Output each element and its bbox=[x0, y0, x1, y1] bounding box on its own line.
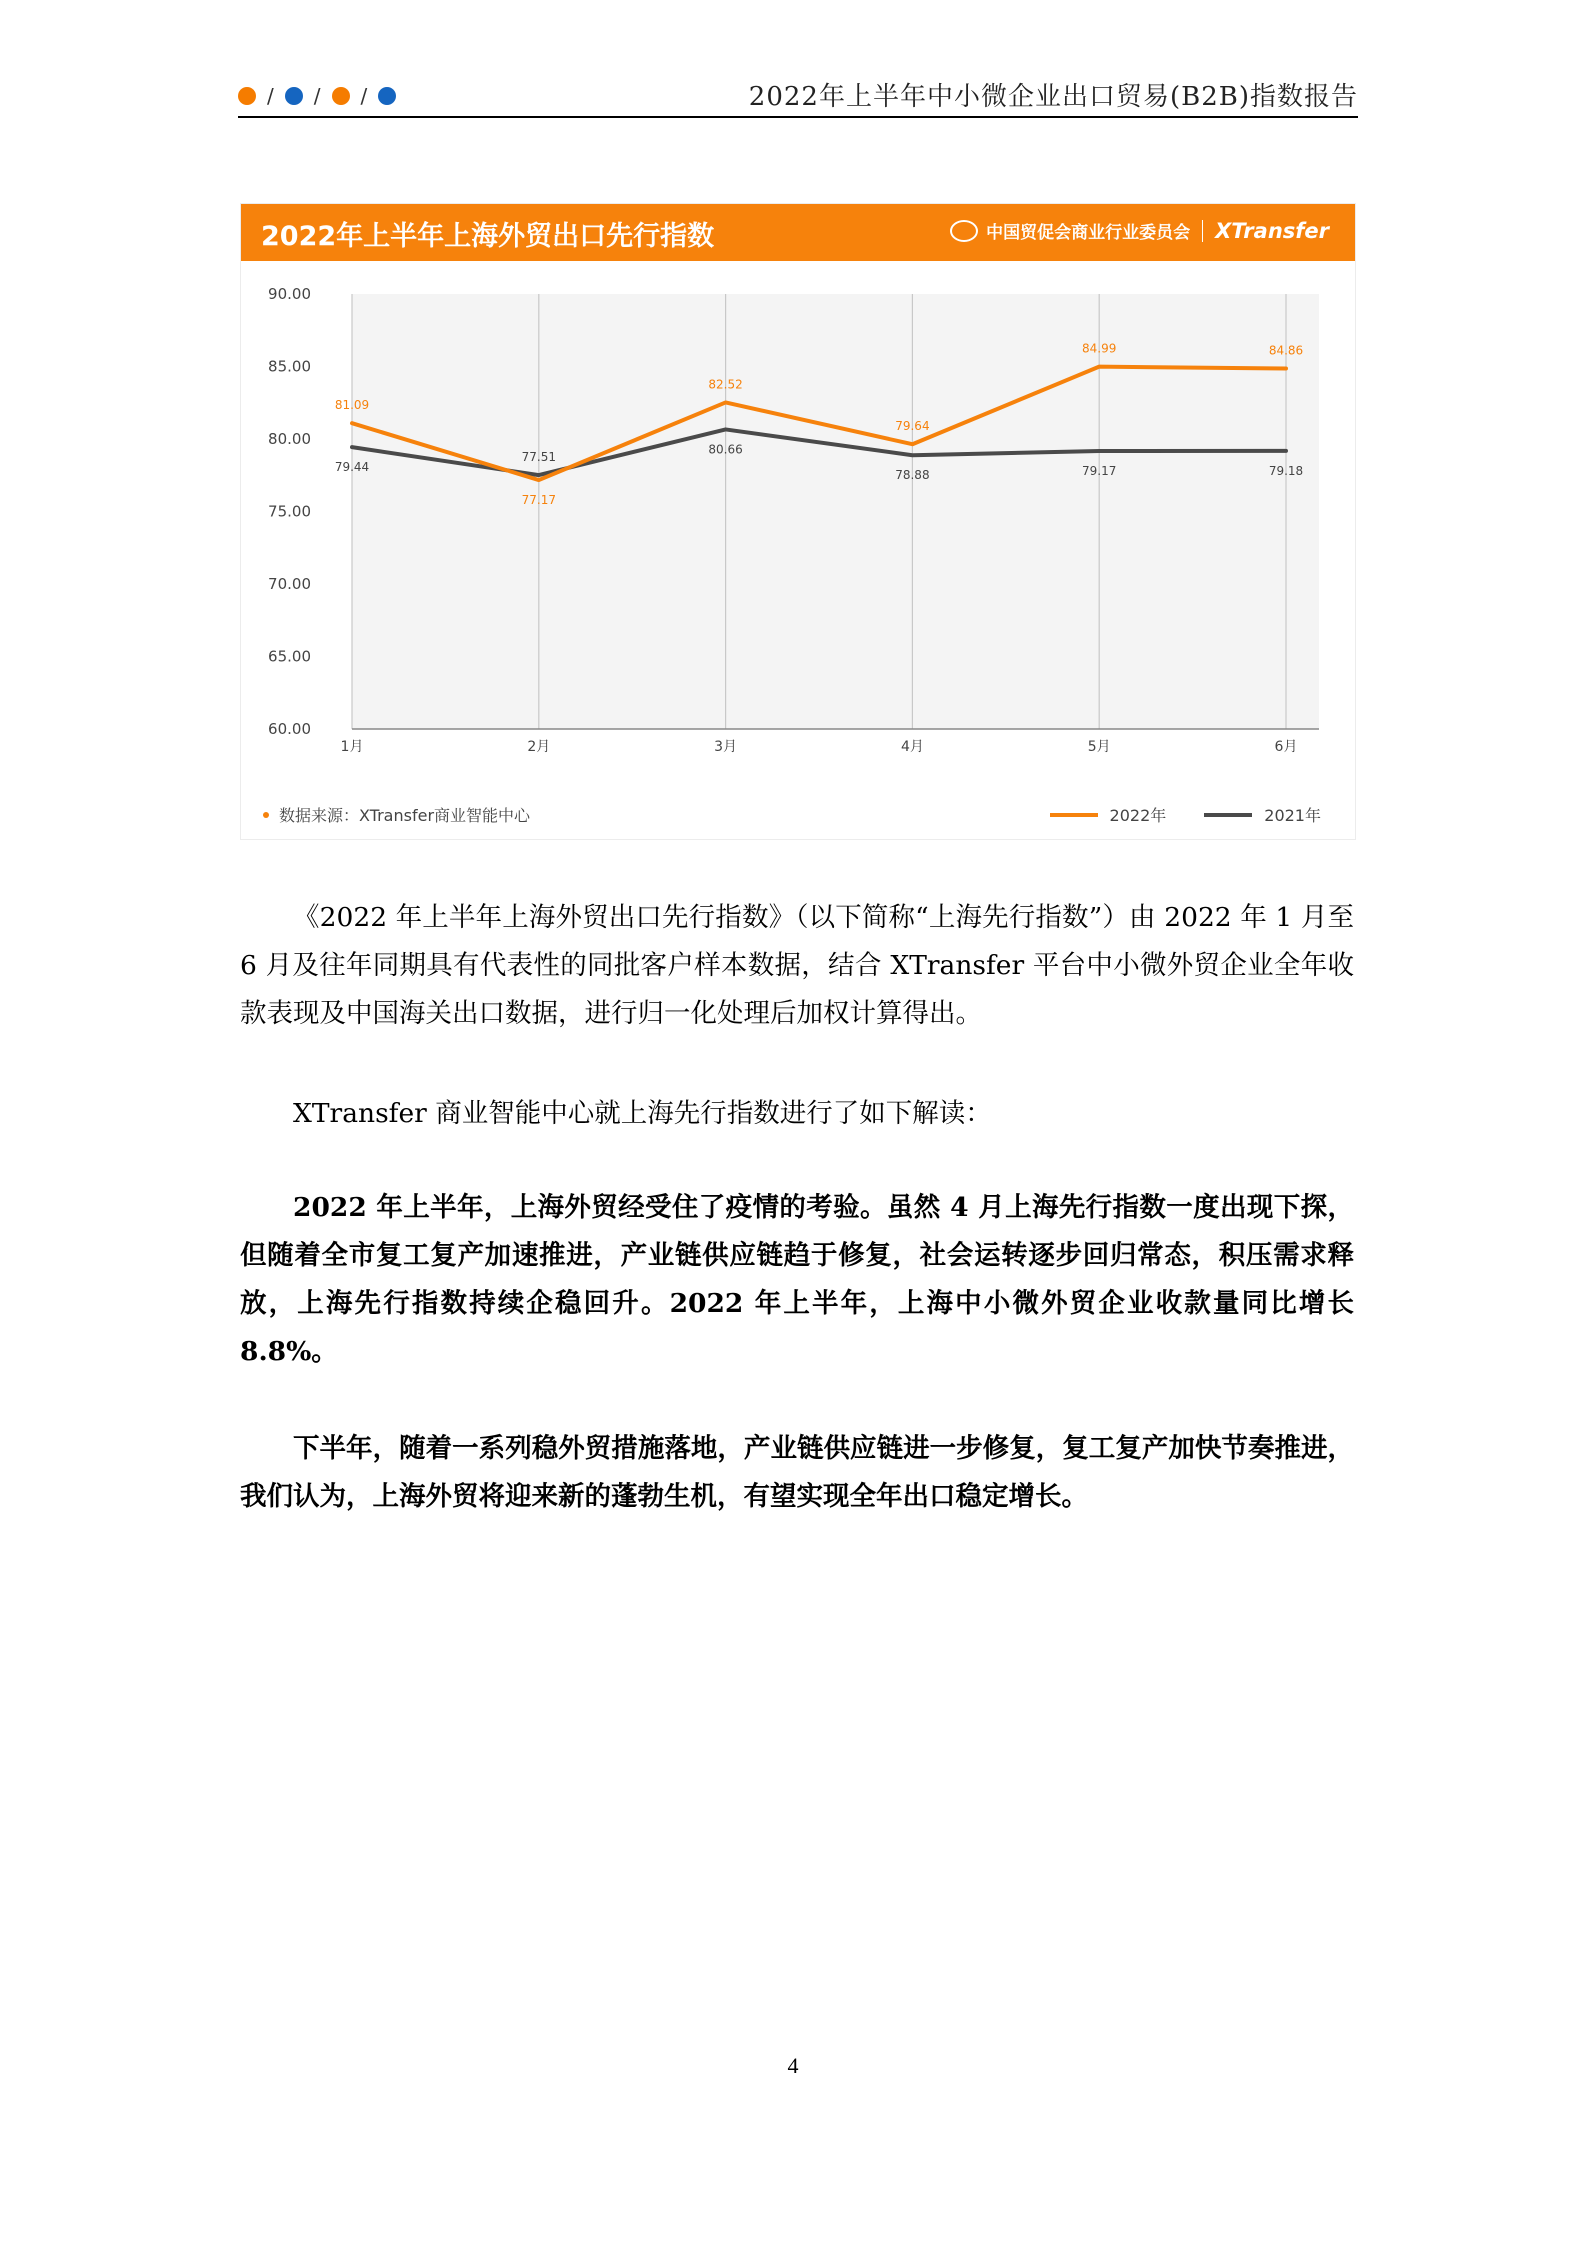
legend-swatch-2021 bbox=[1204, 813, 1252, 817]
x-tick-label: 6月 bbox=[1274, 739, 1298, 755]
logo-divider bbox=[1202, 220, 1203, 242]
report-title: 2022年上半年中小微企业出口贸易(B2B)指数报告 bbox=[748, 82, 1358, 112]
logo-org: 中国贸促会商业行业委员会 bbox=[986, 223, 1191, 243]
data-label-2021: 79.44 bbox=[334, 460, 370, 475]
paragraph-analysis: 2022 年上半年，上海外贸经受住了疫情的考验。虽然 4 月上海先行指数一度出现下探，但随着全市复工复产加速推进，产业链供应链趋于修复，社会运转逐步回归常态，积压需求释放，上海先行指数持续企稳回升。2022 年上半年，上海中小微外贸企业收款量同比增长 8.8%。 bbox=[240, 1192, 1354, 1367]
line-chart bbox=[241, 261, 1355, 791]
y-tick-label: 65.00 bbox=[268, 647, 311, 666]
y-tick-label: 75.00 bbox=[268, 502, 311, 521]
data-label-2022: 81.09 bbox=[334, 398, 370, 413]
separator: / bbox=[360, 84, 368, 108]
chart-card bbox=[240, 203, 1356, 840]
blue-dot-icon bbox=[285, 87, 303, 105]
legend-item-2021 bbox=[1204, 803, 1321, 826]
partner-logos bbox=[950, 218, 1329, 243]
plot-area bbox=[352, 294, 1319, 729]
y-tick-label: 90.00 bbox=[268, 285, 311, 303]
legend-swatch-2022 bbox=[1050, 813, 1098, 817]
data-label-2021: 79.17 bbox=[1082, 464, 1117, 479]
xtransfer-logo: XTransfer bbox=[1215, 218, 1329, 243]
blue-dot-icon bbox=[378, 87, 396, 105]
header-decoration bbox=[238, 84, 396, 108]
data-label-2021: 79.18 bbox=[1268, 463, 1304, 478]
page-header bbox=[238, 72, 1358, 118]
separator: / bbox=[267, 84, 274, 108]
data-label-2022: 77.17 bbox=[521, 493, 556, 508]
data-label-2021: 80.66 bbox=[708, 442, 743, 457]
ccpit-emblem-icon bbox=[950, 220, 978, 242]
data-label-2021: 78.88 bbox=[895, 468, 930, 483]
orange-dot-icon bbox=[332, 87, 350, 105]
bullet-icon bbox=[263, 812, 269, 818]
orange-dot-icon bbox=[238, 87, 256, 105]
y-tick-label: 60.00 bbox=[268, 720, 311, 738]
legend-label-2021: 2021年 bbox=[1264, 806, 1321, 825]
data-label-2021: 77.51 bbox=[521, 450, 556, 465]
data-label-2022: 79.64 bbox=[895, 419, 930, 434]
chart-title: 2022年上半年上海外贸出口先行指数 bbox=[261, 221, 715, 252]
chart-banner bbox=[241, 204, 1355, 261]
data-label-2022: 84.99 bbox=[1082, 341, 1117, 356]
data-label-2022: 84.86 bbox=[1268, 343, 1304, 358]
y-tick-label: 85.00 bbox=[268, 357, 311, 376]
data-label-2022: 82.52 bbox=[708, 377, 743, 392]
x-tick-label: 2月 bbox=[527, 739, 551, 755]
chart-legend bbox=[1012, 803, 1321, 826]
paragraph-lead: XTransfer 商业智能中心就上海先行指数进行了如下解读： bbox=[293, 1098, 992, 1129]
x-tick-label: 1月 bbox=[340, 739, 364, 755]
x-tick-label: 5月 bbox=[1087, 739, 1111, 755]
legend-item-2022 bbox=[1050, 803, 1167, 826]
x-tick-label: 4月 bbox=[900, 739, 924, 755]
separator: / bbox=[313, 84, 321, 108]
y-tick-label: 80.00 bbox=[268, 430, 311, 448]
paragraph-outlook: 下半年，随着一系列稳外贸措施落地，产业链供应链进一步修复，复工复产加快节奏推进，我们认为，上海外贸将迎来新的蓬勃生机，有望实现全年出口稳定增长。 bbox=[240, 1433, 1354, 1512]
page-number: 4 bbox=[787, 2053, 799, 2078]
x-tick-label: 3月 bbox=[714, 739, 738, 755]
y-tick-label: 70.00 bbox=[268, 575, 311, 593]
data-source bbox=[263, 803, 530, 826]
paragraph-intro: 《2022 年上半年上海外贸出口先行指数》（以下简称“上海先行指数”）由 2022 年 1 月至 6 月及往年同期具有代表性的同批客户样本数据，结合 XTransfer 平台中小微外贸企业全年收款表现及中国海关出口数据，进行归一化处理后加权计算得出。 bbox=[240, 902, 1354, 1029]
data-source-text: 数据来源：XTransfer商业智能中心 bbox=[279, 806, 531, 825]
legend-label-2022: 2022年 bbox=[1109, 806, 1167, 825]
